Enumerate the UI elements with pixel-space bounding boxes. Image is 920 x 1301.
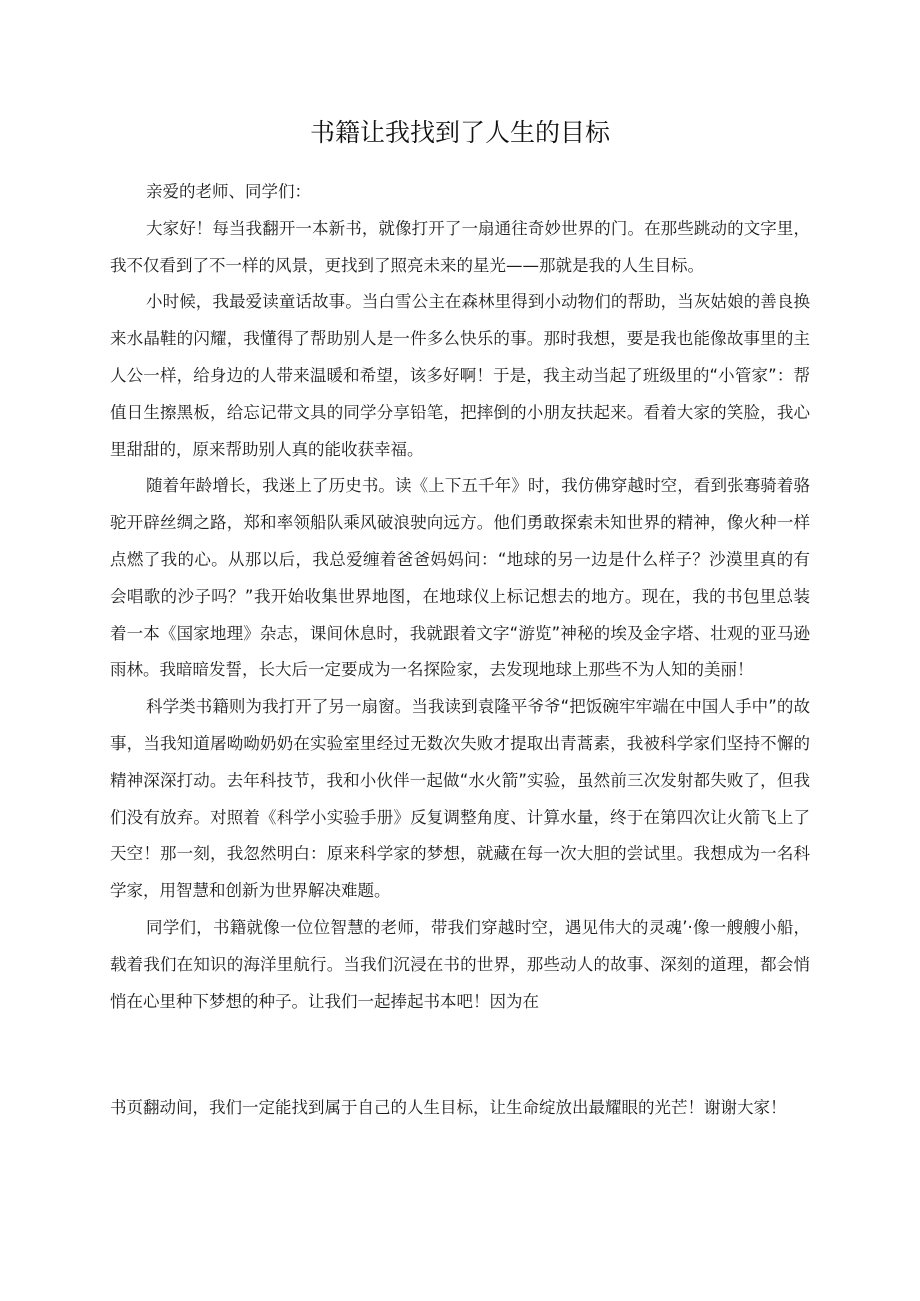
conclusion-paragraph: 同学们，书籍就像一位位智慧的老师，带我们穿越时空，遇见伟大的灵魂’·像一艘艘小船，载着我们在知识的海洋里航行。当我们沉浸在书的世界，那些动人的故事、深刻的道理，都会悄悄在心里种下梦想的种子。让我们一起捧起书本吧！因为在 xyxy=(110,917,810,1011)
document-title: 书籍让我找到了人生的目标 xyxy=(309,118,610,147)
salutation-paragraph: 亲爱的老师、同学们： xyxy=(146,182,311,201)
intro-paragraph: 大家好！每当我翻开一本新书，就像打开了一扇通往奇妙世界的门。在那些跳动的文字里，我不仅看到了不一样的风景，更找到了照亮未来的星光——那就是我的人生目标。 xyxy=(110,218,810,275)
closing-line: 书页翻动间，我们一定能找到属于自己的人生目标，让生命绽放出最耀眼的光芒！谢谢大家！ xyxy=(110,1098,787,1117)
science-paragraph: 科学类书籍则为我打开了另一扇窗。当我读到袁隆平爷爷“把饭碗牢牢端在中国人手中”的故事，当我知道屠呦呦奶奶在实验室里经过无数次失败才提取出青蒿素，我被科学家们坚持不懈的精神深深打动。去年科技节，我和小伙伴一起做“水火箭”实验，虽然前三次发射都失败了，但我们没有放弃。对照着《科学小实验手册》反复调整角度、计算水量，终于在第四次让火箭飞上了天空！那一刻，我忽然明白：原来科学家的梦想，就藏在每一次大胆的尝试里。我想成为一名科学家，用智慧和创新为世界解决难题。 xyxy=(110,697,810,901)
history-paragraph: 随着年龄增长，我迷上了历史书。读《上下五千年》时，我仿佛穿越时空，看到张骞骑着骆驼开辟丝绸之路，郑和率领船队乘风破浪驶向远方。他们勇敢探索未知世界的精神，像火种一样点燃了我的心。从那以后，我总爱缠着爸爸妈妈问：“地球的另一边是什么样子？沙漠里真的有会唱歌的沙子吗？”我开始收集世界地图，在地球仪上标记想去的地方。现在，我的书包里总装着一本《国家地理》杂志，课间休息时，我就跟着文字“游览”神秘的埃及金字塔、壮观的亚马逊雨林。我暗暗发誓，长大后一定要成为一名探险家，去发现地球上那些不为人知的美丽！ xyxy=(110,476,810,680)
document-body xyxy=(110,174,810,1020)
fairy-tale-paragraph: 小时候，我最爱读童话故事。当白雪公主在森林里得到小动物们的帮助，当灰姑娘的善良换来水晶鞋的闪耀，我懂得了帮助别人是一件多么快乐的事。那时我想，要是我也能像故事里的主人公一样，给身边的人带来温暖和希望，该多好啊！于是，我主动当起了班级里的“小管家”：帮值日生擦黑板，给忘记带文具的同学分享铅笔，把摔倒的小朋友扶起来。看着大家的笑脸，我心里甜甜的，原来帮助别人真的能收获幸福。 xyxy=(110,292,810,459)
